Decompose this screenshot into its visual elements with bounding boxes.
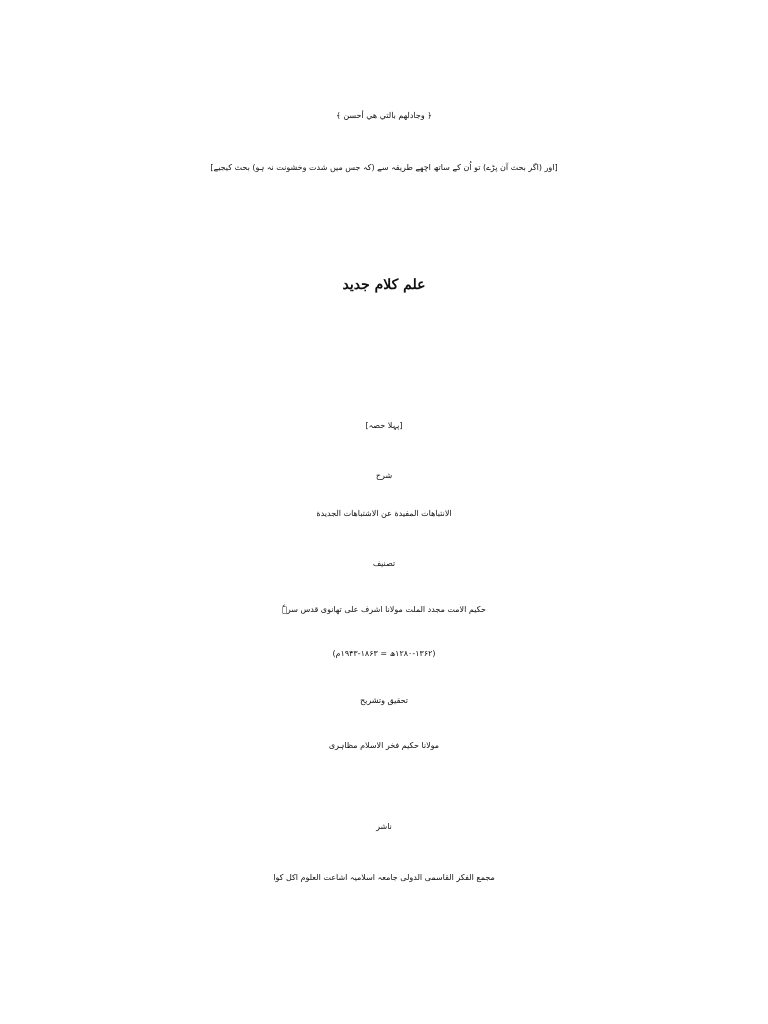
publisher-label: ناشر (376, 822, 392, 831)
part-label: [پہلا حصہ] (365, 421, 403, 430)
publisher-name: مجمع الفکر القاسمی الدولی جامعہ اسلامیہ اشاعت العلوم اکل کوا (273, 873, 495, 882)
editor-name: مولانا حکیم فخر الاسلام مظاہری (328, 741, 440, 750)
verse-translation: [اور (اگر بحث آن پڑے) تو اُن کے ساتھ اچھے طریقہ سے (کہ جس میں شدت وخشونت نہ ہو) بحث کیجیے] (210, 163, 558, 172)
commentary-book-title: الانتباهات المفيدة عن الاشتباهات الجديدة (316, 509, 452, 518)
author-label: تصنیف (372, 559, 396, 568)
author-dates: (۱۲۸۰-۱۳۶۲ھ = ۱۸۶۳-۱۹۴۳م) (332, 649, 436, 658)
book-title: علم کلام جدید (342, 277, 426, 293)
quranic-verse: ﴿ وجادلهم بالتي هي أحسن ﴾ (336, 111, 432, 120)
author-name: حکیم الامت مجدد الملت مولانا اشرف علی تھانوی قدس سرہٗ (282, 605, 486, 614)
commentary-label: شرح (375, 471, 393, 480)
editor-label: تحقیق وتشریح (359, 696, 409, 705)
